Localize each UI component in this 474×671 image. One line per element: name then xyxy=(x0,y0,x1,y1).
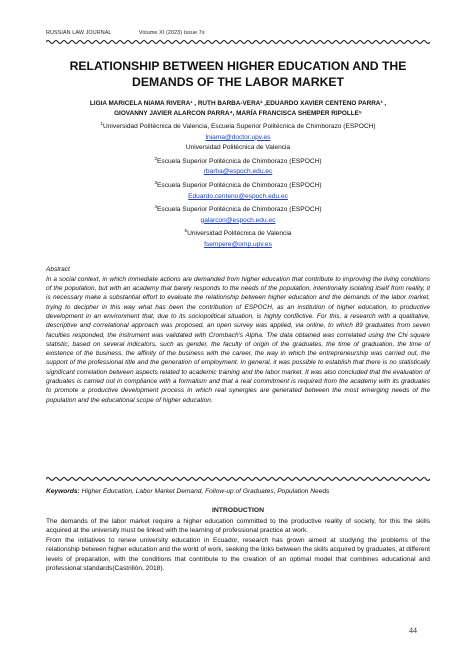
abstract-line: general, it was possible to establish that there is no statistically significant correlation between xyxy=(46,359,430,376)
introduction-heading: INTRODUCTION xyxy=(211,507,265,514)
email-2-row xyxy=(46,167,430,178)
abstract-line: which real synergies are generated between the most emerging needs of the population and the xyxy=(46,387,430,404)
volume-issue: Volume XI (2023) Issue 7s xyxy=(138,30,205,36)
abstract-line: an institution of higher education, to productive development in an environment that, due to its xyxy=(46,303,431,320)
affiliation-text: Universidad Politécnica de Valencia, Escuela Superior Politécnica de Chimborazo (ESPOCH) xyxy=(103,123,376,131)
body-line: The demands of the labor market require a higher education committed to the productive reality of xyxy=(46,518,351,525)
affiliation-marker: 3 xyxy=(154,179,157,185)
email-link[interactable]: rbarba@espoch.edu.ec xyxy=(203,168,273,176)
abstract-line: contribute to improving the living conditions of the population, but with an academy that barely xyxy=(46,275,430,293)
affiliation-5 xyxy=(46,226,430,240)
abstract-section xyxy=(46,265,430,405)
decorative-rule-top xyxy=(46,39,430,45)
abstract-line: graduates from seven faculties responded, the instrument was validated with Crombach's Alpha. xyxy=(46,322,431,339)
affiliation-1 xyxy=(46,119,430,133)
email-link[interactable]: galarcon@espoch.edu.ec xyxy=(200,216,276,224)
email-link[interactable]: lniama@doctor.upv.es xyxy=(205,133,271,141)
paper-title xyxy=(46,58,430,90)
email-4-row xyxy=(46,216,430,227)
email-1-row xyxy=(46,133,430,144)
affiliation-2 xyxy=(46,154,430,168)
abstract-line: is required from the academy with its graduates to promote a productive development process in xyxy=(46,378,430,395)
affiliation-text: Escuela Superior Politécnica de Chimborazo (ESPOCH) xyxy=(157,206,322,214)
body-line: society, for this the skills acquired at the university must be linked with the learning of professional xyxy=(46,518,430,535)
author-list xyxy=(46,99,430,119)
affiliation-text: Escuela Superior Politécnica de Chimborazo (ESPOCH) xyxy=(157,157,322,165)
body-line: studying the problems of the relationship between higher education and the world of work, seeking xyxy=(46,536,430,554)
body-line: professional standards(Castrillón, 2018). xyxy=(46,565,165,573)
abstract-heading: Abstract xyxy=(46,266,70,273)
keywords-text: Higher Education, Labor Market Demand, Follow-up of Graduates, Population Needs xyxy=(81,488,330,495)
body-line: the links between the skills acquired by graduates, at different levels of preparation, with the xyxy=(46,546,430,563)
authors-line-2: GIOVANNY JAVIER ALARCON PARRA⁴, MARÍA FRANCISCA SHEMPER RIPOLLE⁵ xyxy=(114,110,362,117)
affiliation-text: Universidad Politécnica de Valencia xyxy=(187,230,292,238)
abstract-line: aspects related to academic training and the labor market. It was also concluded that the xyxy=(135,368,392,376)
body-line: practice at work. xyxy=(260,527,309,535)
affiliation-marker: 1 xyxy=(100,121,103,126)
abstract-line: In a social context, in which immediate actions are demanded from higher education that xyxy=(46,275,303,283)
affiliation-text: Universidad Politécnica de Valencia xyxy=(185,144,291,152)
paragraph xyxy=(46,517,430,536)
abstract-line: The data obtained was correlated using the Chi square statistic, based on several indicators, such xyxy=(46,331,430,348)
email-3-row xyxy=(46,192,430,203)
paragraph xyxy=(46,536,430,574)
abstract-line: and correlational approach was proposed, an open survey was applied, via online, to which 89 xyxy=(79,322,363,330)
email-link[interactable]: fsempere@omp.upv.es xyxy=(204,240,272,248)
email-link[interactable]: Eduardo.centeno@espoch.edu.ec xyxy=(188,192,288,200)
running-header xyxy=(46,30,205,36)
affiliations xyxy=(46,119,430,250)
abstract-line: evaluation of graduates is carried out in compliance with a formalism and that a real commitment xyxy=(46,368,430,386)
decorative-rule-bottom xyxy=(46,476,430,482)
abstract-line: of the labor market, trying to decipher in this way what has been the contribution of ESPOCH, as xyxy=(46,294,431,311)
authors-line-1: LIGIA MARICELA NIAMA RIVERA¹ , RUTH BARBA-VERA² ,EDUARDO XAVIER CENTENO PARRA³ , xyxy=(89,100,387,107)
affiliation-4 xyxy=(46,202,430,216)
page-number: 44 xyxy=(409,626,417,635)
keywords xyxy=(46,488,430,495)
abstract-line: educational scope of higher education. xyxy=(101,396,213,404)
abstract-line: as gender, the faculty of origin of the graduates, the time of graduation, the time of existence of xyxy=(46,340,431,358)
title-line-1: RELATIONSHIP BETWEEN HIGHER EDUCATION AND THE xyxy=(69,59,407,73)
introduction-body xyxy=(46,517,430,573)
body-line: conditions that contribute to the creation of an optimal model that combines educational and xyxy=(141,555,430,563)
abstract-line: make a substantial effort to evaluate the relationship between higher education and the demands xyxy=(84,294,371,302)
affiliation-text: Escuela Superior Politécnica de Chimborazo (ESPOCH) xyxy=(157,182,322,190)
keywords-label: Keywords: xyxy=(46,488,80,495)
abstract-line: sociopolitical situation, is highly conflictive. For this, a research with a qualitative, descriptive xyxy=(46,312,430,330)
affiliation-marker: 2 xyxy=(154,155,157,161)
title-line-2: DEMANDS OF THE LABOR MARKET xyxy=(132,75,344,89)
abstract-line: responds to the needs of the population, intentionally isolating itself from reality, it is necessary xyxy=(46,285,430,302)
affiliation-3 xyxy=(46,178,430,192)
body-line: From the initiatives to renew university education in Ecuador, research has grown aimed at xyxy=(46,536,336,544)
affiliation-marker: 4 xyxy=(154,204,157,210)
abstract-line: the business, the affinity of the business with the career, the way in which the entrepreneurship xyxy=(84,350,369,358)
email-5-row xyxy=(46,240,430,251)
affiliation-1b xyxy=(46,143,430,154)
affiliation-marker: 5 xyxy=(184,228,188,234)
abstract-line: was carried out, the support of the professional title and the generation of employment. In xyxy=(46,350,430,367)
journal-name: RUSSIAN LAW JOURNAL xyxy=(46,30,112,36)
